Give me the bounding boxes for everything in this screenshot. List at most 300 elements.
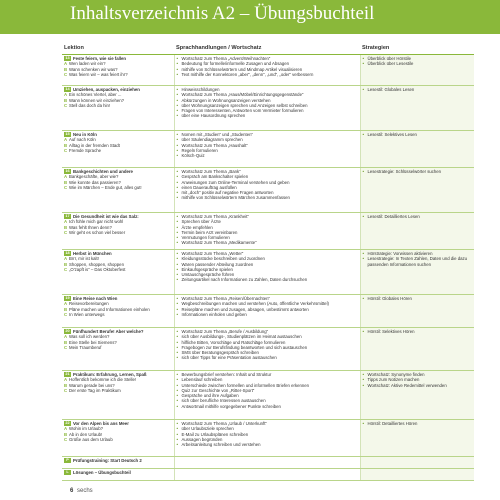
- sprachhandlung-cell: [174, 168, 360, 213]
- subsection-letter: B: [64, 97, 68, 103]
- lesson-subsection: [64, 230, 172, 235]
- subsection-letter: A: [64, 219, 68, 225]
- sprachhandlung-text: Wortschatz zum Thema „Haus/Möbel/Einrichtungsgegenstände“: [181, 92, 304, 98]
- sprachhandlung-text: Vermutungen formulieren: [181, 235, 230, 241]
- strategie-text: Lesestil: Selektives Lesen: [367, 132, 417, 137]
- sprachhandlung-item: [177, 442, 358, 447]
- lesson-subsection: [64, 388, 172, 393]
- bullet-icon: •: [176, 97, 179, 103]
- sprachhandlung-text: Wortschatz zum Thema „Haushalt“: [181, 142, 248, 148]
- sprachhandlung-text: Aussagen begründen: [181, 436, 223, 442]
- lesson-subsection: [64, 437, 172, 442]
- strategie-item: [363, 256, 473, 267]
- bullet-icon: •: [362, 329, 365, 334]
- subsection-letter: A: [64, 174, 68, 180]
- table-header-row: [62, 44, 474, 55]
- strategie-text: Lesestrategie: Schlüsselwörter suchen: [367, 169, 442, 174]
- bullet-icon: •: [362, 214, 365, 219]
- subsection-letter: C: [64, 387, 68, 393]
- bullet-icon: •: [176, 387, 179, 393]
- contents-body: [62, 55, 474, 481]
- lesson-cell: [62, 469, 174, 481]
- sprachhandlung-item: [177, 195, 358, 200]
- bullet-icon: •: [176, 71, 179, 77]
- subsection-letter: B: [64, 66, 68, 72]
- sprachhandlung-text: E-Mail zu Urlaubsplänen schreiben: [181, 431, 249, 437]
- sprachhandlung-text: Wortschatz zum Thema „Urlaub / Unterkunft“: [181, 421, 267, 426]
- lesson-cell: [62, 328, 174, 371]
- sprachhandlung-text: Ärzte empfehlen: [181, 224, 213, 230]
- strategie-cell: [360, 213, 474, 250]
- lesson-title: Feste feiern, wie sie fallen: [73, 56, 127, 61]
- bullet-icon: •: [176, 296, 179, 301]
- bullet-icon: •: [362, 56, 365, 61]
- subsection-title: Warum gerade bei uns?: [69, 382, 115, 388]
- lesson-title: Lösungen – Übungsbuchteil: [73, 470, 131, 475]
- bullet-icon: •: [362, 61, 365, 67]
- lesson-number-badge: L: [64, 470, 71, 475]
- bullet-icon: •: [176, 214, 179, 219]
- sprachhandlung-text: Kleidungsstücke beschreiben und zuordnen: [181, 256, 265, 262]
- table-row: [62, 469, 474, 481]
- strategie-item: [363, 169, 473, 174]
- sprachhandlung-text: Gespräch am Bankschalter spielen: [181, 174, 249, 180]
- lesson-number-badge: 21: [65, 372, 70, 376]
- strategie-text: Tipps zum Notizen machen: [367, 377, 420, 383]
- strategie-cell: [360, 295, 474, 328]
- lesson-number-badge: 18: [65, 251, 70, 255]
- sprachhandlung-text: SMS über Beratungsgespräch schreiben: [181, 350, 259, 356]
- sprachhandlung-text: Hinweisschildungen: [181, 87, 220, 92]
- strategie-text: Überblick über Hörstile: [367, 56, 411, 61]
- bullet-icon: •: [176, 235, 179, 241]
- sprachhandlung-text: Wortschatz zum Thema „Reisen/Übernachten“: [181, 296, 270, 301]
- sprachhandlung-text: Antwortmail mithilfe vorgegebener Punkte schreiben: [181, 403, 281, 409]
- page-header: [0, 0, 500, 34]
- strategie-text: Hörstrategie: Vorwissen aktivieren: [367, 251, 433, 256]
- bullet-icon: •: [176, 142, 179, 148]
- sprachhandlung-text: Wortschatz zum Thema „Krankheit“: [181, 214, 249, 219]
- lesson-subsection: [64, 312, 172, 317]
- lesson-cell: [62, 55, 174, 86]
- strategie-cell: [360, 250, 474, 295]
- lesson-cell: [62, 371, 174, 420]
- bullet-icon: •: [176, 266, 179, 272]
- column-header-strategien: Strategien: [360, 44, 474, 55]
- lesson-title: Neu in Köln: [73, 132, 97, 137]
- subsection-title: Wir geht es schon viel besser: [69, 229, 126, 235]
- bullet-icon: •: [176, 382, 179, 388]
- bullet-icon: •: [176, 113, 179, 119]
- strategie-item: [363, 132, 473, 137]
- bullet-icon: •: [176, 240, 179, 246]
- sprachhandlung-text: Regeln formulieren: [181, 147, 218, 153]
- bullet-icon: •: [176, 301, 179, 307]
- sprachhandlung-text: Umtauschgespräche führen: [181, 272, 235, 278]
- strategie-item: [363, 87, 473, 92]
- subsection-letter: B: [64, 431, 68, 437]
- subsection-title: Stell das doch da hin!: [69, 102, 111, 108]
- strategie-item: [363, 296, 473, 301]
- strategie-cell: [360, 328, 474, 371]
- strategie-text: Lesestrategie: In Texten Zahlen, Daten und die dazu passenden Informationen suchen: [367, 256, 468, 267]
- sprachhandlung-text: Wortschatz zum Thema „Wetter“: [181, 251, 244, 256]
- strategie-text: Hörstil: Globales Hören: [367, 296, 412, 301]
- subsection-title: Ein schönes Viertel, aber ...: [69, 92, 122, 98]
- lesson-title: Fünfhundert Berufe! Aber welche?: [73, 329, 144, 334]
- sprachhandlung-text: Bewerbungsbrief verstehen: Inhalt und Struktur: [181, 372, 272, 377]
- sprachhandlung-text: Gespräche und ihre Aufgaben: [181, 393, 239, 399]
- table-row: [62, 86, 474, 131]
- lesson-cell: [62, 131, 174, 168]
- sprachhandlung-text: hilfliche Bitten, Vorschläge und Ratschläge formulieren: [181, 339, 286, 345]
- strategie-text: Wortschatz: Aktive Redemittel verwenden: [367, 382, 447, 388]
- lesson-title: Eine Reise nach Wien: [73, 296, 118, 301]
- strategie-item: [363, 421, 473, 426]
- subsection-letter: A: [64, 377, 68, 383]
- lesson-number-badge: 17: [65, 214, 70, 218]
- subsection-title: Was soll ich werden?: [69, 334, 110, 340]
- lesson-number-badge: 16: [65, 169, 70, 173]
- sprachhandlung-text: Text mithilfe der Konnektoren „aber“, „denn“, „und“, „oder“ verbessern: [181, 71, 314, 77]
- lesson-number-badge: 19: [65, 296, 70, 300]
- subsection-title: In Wien unterwegs: [69, 311, 105, 317]
- table-row: [62, 328, 474, 371]
- lesson-subsection: [64, 72, 172, 77]
- table-row: [62, 55, 474, 86]
- subsection-title: Hoffentlich bekomme ich die Stelle!: [69, 377, 137, 383]
- subsection-letter: B: [64, 306, 68, 312]
- strategie-cell: [360, 55, 474, 86]
- subsection-title: Shoppen, shoppen, shoppen: [69, 261, 124, 267]
- bullet-icon: •: [362, 87, 365, 92]
- subsection-title: Der erste Tag im Praktikum: [69, 387, 121, 393]
- bullet-icon: •: [176, 372, 179, 377]
- bullet-icon: •: [362, 372, 365, 377]
- bullet-icon: •: [176, 311, 179, 317]
- sprachhandlung-cell: [174, 213, 360, 250]
- bullet-icon: •: [176, 251, 179, 256]
- lesson-title: Bankgeschichten und andere: [73, 169, 133, 174]
- sprachhandlung-text: über Wohnungsanzeigen sprechen und Anzeigen selbst schreiben: [181, 102, 308, 108]
- sprachhandlung-text: Waren passender Abteilung zuordnen: [181, 261, 254, 267]
- subsection-title: Wohin im Urlaub?: [69, 426, 104, 432]
- subsection-letter: B: [64, 179, 68, 185]
- subsection-letter: B: [64, 261, 68, 267]
- sprachhandlung-text: Fragen von Interessenten, Antworten vom Vermieter formulieren: [181, 108, 304, 114]
- bullet-icon: •: [362, 132, 365, 137]
- bullet-icon: •: [176, 398, 179, 404]
- sprachhandlung-text: Lebenslauf schreiben: [181, 377, 223, 383]
- bullet-icon: •: [176, 147, 179, 153]
- lesson-title: Herbst in München: [73, 251, 112, 256]
- bullet-icon: •: [176, 426, 179, 432]
- subsection-title: Wann schenken wir was?: [69, 66, 118, 72]
- bullet-icon: •: [362, 256, 365, 262]
- bullet-icon: •: [362, 169, 365, 174]
- lesson-title: Praktikum: Erfahrung, Lernen, Spaß: [73, 372, 147, 377]
- sprachhandlung-text: Unterschiede zwischen formellen und informellen Briefen erkennen: [181, 382, 310, 388]
- sprachhandlung-cell: [174, 250, 360, 295]
- table-row: [62, 213, 474, 250]
- sprachhandlung-cell: [174, 457, 360, 469]
- bullet-icon: •: [176, 442, 179, 448]
- strategie-cell: [360, 371, 474, 420]
- bullet-icon: •: [176, 224, 179, 230]
- subsection-title: Ab in den Urlaub!: [69, 431, 103, 437]
- bullet-icon: •: [176, 355, 179, 361]
- subsection-letter: C: [64, 102, 68, 108]
- subsection-title: Brrr, mir ist kalt!: [69, 256, 99, 262]
- strategie-text: Hörstil: Detailliertes Hören: [367, 421, 418, 426]
- lesson-cell: [62, 457, 174, 469]
- sprachhandlung-text: Quiz zur Geschichte von „Ritter-Sport“: [181, 387, 255, 393]
- subsection-title: Mein Traumberuf: [69, 344, 102, 350]
- lesson-cell: [62, 213, 174, 250]
- lesson-title: Prüfungstraining: Start Deutsch 2: [73, 458, 142, 463]
- bullet-icon: •: [362, 421, 365, 426]
- sprachhandlung-text: Kölsch-Quiz: [181, 153, 205, 159]
- page-title: Inhaltsverzeichnis A2 – Übungsbuchteil: [70, 3, 375, 24]
- lesson-cell: [62, 420, 174, 457]
- table-row: [62, 371, 474, 420]
- lesson-title: Die Gesundheit ist wie das Salz:: [73, 214, 139, 219]
- sprachhandlung-text: Zeitungsartikel nach Informationen zu Zahlen, Daten durchsuchen: [181, 277, 308, 283]
- bullet-icon: •: [176, 195, 179, 201]
- lesson-title: Umziehen, auspacken, einziehen: [73, 87, 140, 92]
- table-row: [62, 295, 474, 328]
- lesson-number-badge: 22: [65, 421, 70, 425]
- strategie-item: [363, 329, 473, 334]
- sprachhandlung-text: mithilfe von Schlüsselwörtern Märchen zusammenfassen: [181, 195, 290, 201]
- subsection-letter: C: [64, 184, 68, 190]
- strategie-text: Überblick über Lesestile: [367, 61, 414, 67]
- sprachhandlung-text: über eine Hausordnung sprechen: [181, 113, 246, 119]
- sprachhandlung-cell: [174, 131, 360, 168]
- sprachhandlung-text: Reisepläne machen und zusagen, absagen, unbestimmt antworten: [181, 306, 309, 312]
- sprachhandlung-text: einen Dauerauftrag ausfüllen: [181, 184, 237, 190]
- subsection-letter: A: [64, 426, 68, 432]
- subsection-letter: C: [64, 266, 68, 272]
- subsection-letter: A: [64, 334, 68, 340]
- sprachhandlung-text: Sprechen über Ärzte: [181, 219, 221, 225]
- sprachhandlung-item: [177, 312, 358, 317]
- strategie-cell: [360, 86, 474, 131]
- bullet-icon: •: [176, 344, 179, 350]
- sprachhandlung-item: [177, 277, 358, 282]
- sprachhandlung-text: Bedeutung für formelle/informelle Zusagen und Absagen: [181, 61, 289, 67]
- subsection-letter: B: [64, 382, 68, 388]
- table-row: [62, 168, 474, 213]
- bullet-icon: •: [176, 108, 179, 114]
- bullet-icon: •: [176, 306, 179, 312]
- sprachhandlung-text: über Urlaubsziele sprechen: [181, 426, 234, 432]
- bullet-icon: •: [176, 219, 179, 225]
- bullet-icon: •: [176, 56, 179, 61]
- bullet-icon: •: [362, 382, 365, 388]
- subsection-letter: C: [64, 71, 68, 77]
- bullet-icon: •: [176, 431, 179, 437]
- subsection-letter: C: [64, 344, 68, 350]
- table-row: [62, 131, 474, 168]
- bullet-icon: •: [176, 421, 179, 426]
- sprachhandlung-cell: [174, 328, 360, 371]
- subsection-letter: B: [64, 142, 68, 148]
- subsection-letter: B: [64, 224, 68, 230]
- bullet-icon: •: [176, 87, 179, 92]
- table-row: [62, 457, 474, 469]
- page-number-word: sechs: [77, 488, 93, 494]
- subsection-title: Wen laden wir ein?: [69, 61, 106, 67]
- lesson-cell: [62, 250, 174, 295]
- sprachhandlung-item: [177, 240, 358, 245]
- subsection-title: „O'zapft is“ – Das Oktoberfest: [69, 266, 126, 272]
- subsection-letter: C: [64, 311, 68, 317]
- lesson-title-line: [64, 470, 172, 475]
- bullet-icon: •: [176, 153, 179, 159]
- subsection-title: Grüße aus dem Urlaub: [69, 436, 113, 442]
- sprachhandlung-text: Anweisungen zum Online-Terminal verstehen und geben: [181, 179, 290, 185]
- column-header-lektion: Lektion: [62, 44, 174, 55]
- subsection-letter: A: [64, 137, 68, 143]
- bullet-icon: •: [176, 261, 179, 267]
- subsection-title: Pläne machen und Informationen einholen: [69, 306, 150, 312]
- lesson-cell: [62, 86, 174, 131]
- sprachhandlung-cell: [174, 371, 360, 420]
- bullet-icon: •: [176, 329, 179, 334]
- sprachhandlung-item: [177, 113, 358, 118]
- sprachhandlung-cell: [174, 55, 360, 86]
- bullet-icon: •: [176, 174, 179, 180]
- subsection-title: Wie konnte das passieren?: [69, 179, 121, 185]
- bullet-icon: •: [176, 403, 179, 409]
- subsection-letter: A: [64, 301, 68, 307]
- sprachhandlung-item: [177, 72, 358, 77]
- bullet-icon: •: [176, 339, 179, 345]
- sprachhandlung-cell: [174, 295, 360, 328]
- subsection-title: Fremde Sprache: [69, 147, 102, 153]
- strategie-item: [363, 214, 473, 219]
- bullet-icon: •: [176, 184, 179, 190]
- strategie-text: Hörstil: Selektives Hören: [367, 329, 415, 334]
- lesson-cell: [62, 295, 174, 328]
- lesson-title: Vor den Alpen bis ans Meer: [73, 421, 129, 426]
- subsection-title: Was fehlt Ihnen denn?: [69, 224, 112, 230]
- sprachhandlung-text: sich über Tipps für eine Präsentation austauschen: [181, 355, 277, 361]
- strategie-text: Lesestil: Detailliertes Lesen: [367, 214, 420, 219]
- lesson-number-badge: 14: [65, 87, 70, 91]
- bullet-icon: •: [362, 296, 365, 301]
- lesson-subsection: [64, 148, 172, 153]
- lesson-cell: [62, 168, 174, 213]
- sprachhandlung-text: Nomen mit „Studien“ und „Studenten“: [181, 132, 253, 137]
- lesson-title-line: [64, 458, 172, 463]
- bullet-icon: •: [176, 334, 179, 340]
- bullet-icon: •: [176, 436, 179, 442]
- sprachhandlung-text: Abkürzungen in Wohnungsanzeigen verstehen: [181, 97, 271, 103]
- subsection-title: Wann können wir einziehen?: [69, 97, 125, 103]
- strategie-item: [363, 61, 473, 66]
- subsection-letter: C: [64, 436, 68, 442]
- sprachhandlung-text: sich über berufliche Interessen austauschen: [181, 398, 266, 404]
- sprachhandlung-text: mithilfe von Schlüsselwörtern und Mindmap Artikel visualisieren: [181, 66, 303, 72]
- sprachhandlung-item: [177, 153, 358, 158]
- table-row: [62, 420, 474, 457]
- column-header-sprachhandlungen: Sprachhandlungen / Wortschatz: [174, 44, 360, 55]
- sprachhandlung-text: Informationen einholen und geben: [181, 311, 247, 317]
- subsection-title: Eine Stelle bei Siemens?: [69, 339, 117, 345]
- sprachhandlung-text: über Säulendiagramm sprechen: [181, 137, 243, 143]
- contents-table: [62, 44, 474, 481]
- subsection-letter: A: [64, 256, 68, 262]
- sprachhandlung-cell: [174, 420, 360, 457]
- lesson-subsection: [64, 185, 172, 190]
- bullet-icon: •: [176, 256, 179, 262]
- sprachhandlung-item: [177, 355, 358, 360]
- sprachhandlung-text: sich über Ausbildungs-, Studienplätzen im Heimat austauschen: [181, 334, 302, 340]
- lesson-subsection: [64, 103, 172, 108]
- bullet-icon: •: [362, 251, 365, 256]
- bullet-icon: •: [176, 137, 179, 143]
- bullet-icon: •: [176, 132, 179, 137]
- lesson-number-badge: 15: [65, 132, 70, 136]
- subsection-letter: C: [64, 229, 68, 235]
- sprachhandlung-text: Fragebogen zur Berufsfindung beantworten und sich austauschen: [181, 344, 308, 350]
- bullet-icon: •: [176, 277, 179, 283]
- sprachhandlung-text: Termin beim Arzt vereinbaren: [181, 229, 238, 235]
- subsection-title: Reisevorbereitungen: [69, 301, 109, 307]
- strategie-cell: [360, 420, 474, 457]
- table-row: [62, 250, 474, 295]
- strategie-text: Lesestil: Globales Lesen: [367, 87, 415, 92]
- bullet-icon: •: [176, 169, 179, 174]
- bullet-icon: •: [176, 350, 179, 356]
- sprachhandlung-text: Einkaufsgespräche spielen: [181, 266, 233, 272]
- subsection-title: Ich fühle mich gar nicht wohl: [69, 219, 124, 225]
- lesson-number-badge: 20: [65, 329, 70, 333]
- sprachhandlung-cell: [174, 469, 360, 481]
- sprachhandlung-text: Wortschatz zum Thema „Medikamente“: [181, 240, 257, 246]
- sprachhandlung-text: Wortschatz zum Thema „Bank“: [181, 169, 241, 174]
- bullet-icon: •: [176, 190, 179, 196]
- bullet-icon: •: [176, 393, 179, 399]
- sprachhandlung-text: Wortschatz zum Thema „Berufe / Ausbildung“: [181, 329, 269, 334]
- subsection-letter: A: [64, 61, 68, 67]
- strategie-cell: [360, 457, 474, 469]
- sprachhandlung-text: Wegbeschreibungen machen und verstehen (Auto, öffentliche Verkehrsmittel): [181, 301, 329, 307]
- subsection-title: Alltag in der fremden Stadt: [69, 142, 120, 148]
- bullet-icon: •: [176, 61, 179, 67]
- subsection-letter: C: [64, 147, 68, 153]
- bullet-icon: •: [176, 92, 179, 98]
- sprachhandlung-cell: [174, 86, 360, 131]
- strategie-text: Wortschatz: Synonyme finden: [367, 372, 425, 377]
- strategie-cell: [360, 168, 474, 213]
- page-number: 6: [70, 488, 74, 494]
- bullet-icon: •: [176, 179, 179, 185]
- subsection-letter: B: [64, 339, 68, 345]
- bullet-icon: •: [176, 102, 179, 108]
- bullet-icon: •: [176, 377, 179, 383]
- lesson-subsection: [64, 267, 172, 272]
- sprachhandlung-text: mit „doch“ positiv auf negative Fragen antworten: [181, 190, 274, 196]
- bullet-icon: •: [176, 229, 179, 235]
- strategie-cell: [360, 469, 474, 481]
- bullet-icon: •: [362, 377, 365, 383]
- subsection-letter: A: [64, 92, 68, 98]
- sprachhandlung-text: Wortschatz zum Thema „Advent/Weihnachten“: [181, 56, 271, 61]
- bullet-icon: •: [176, 66, 179, 72]
